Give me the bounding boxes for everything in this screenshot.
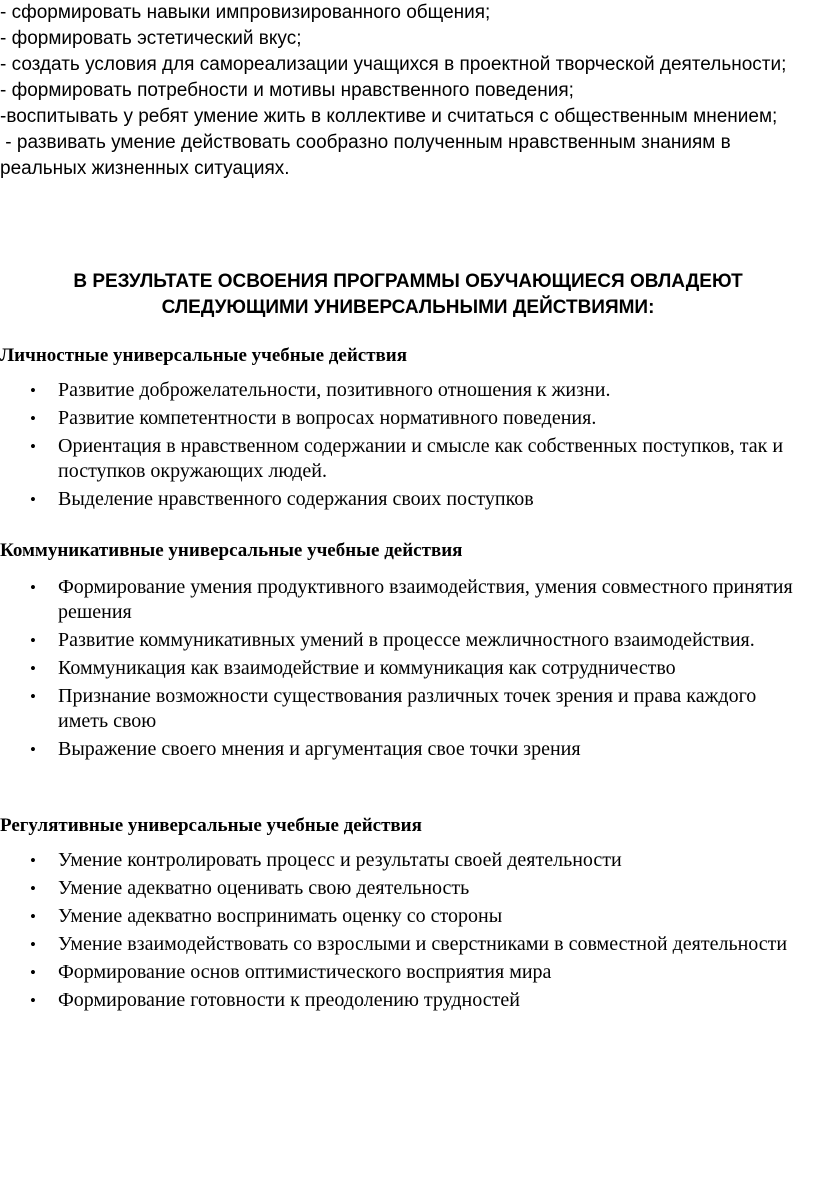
results-heading-line-1: В РЕЗУЛЬТАТЕ ОСВОЕНИЯ ПРОГРАММЫ ОБУЧАЮЩИЕСЯ ОВЛАДЕЮТ [73, 271, 743, 292]
intro-line: - создать условия для самореализации учащихся в проектной творческой деятельности; [0, 54, 787, 75]
results-heading-line-2: СЛЕДУЮЩИМИ УНИВЕРСАЛЬНЫМИ ДЕЙСТВИЯМИ: [161, 297, 655, 318]
list-item: • Развитие доброжелательности, позитивного отношения к жизни. [0, 378, 800, 403]
list-item: • Выделение нравственного содержания своих поступков [0, 487, 800, 512]
communicative-actions-list [0, 575, 800, 765]
list-item: • Умение контролировать процесс и результаты своей деятельности [0, 848, 800, 873]
personal-actions-list [0, 378, 800, 515]
list-item: • Умение адекватно воспринимать оценку со стороны [0, 904, 800, 929]
list-item: • Признание возможности существования различных точек зрения и права каждого иметь свою [0, 684, 800, 734]
list-item: • Коммуникация как взаимодействие и коммуникация как сотрудничество [0, 656, 800, 681]
list-item: • Формирование готовности к преодолению трудностей [0, 988, 800, 1013]
list-item: • Формирование основ оптимистического восприятия мира [0, 960, 800, 985]
results-heading [0, 269, 816, 321]
personal-section-title: Личностные универсальные учебные действия [0, 345, 408, 366]
list-item: • Выражение своего мнения и аргументация свое точки зрения [0, 737, 800, 762]
communicative-section-title: Коммуникативные универсальные учебные действия [0, 540, 463, 561]
list-item: • Ориентация в нравственном содержании и смысле как собственных поступков, так и поступков окружающих людей. [0, 434, 800, 484]
list-item: • Умение адекватно оценивать свою деятельность [0, 876, 800, 901]
list-item: • Умение взаимодействовать со взрослыми и сверстниками в совместной деятельности [0, 932, 800, 957]
list-item: • Развитие коммуникативных умений в процессе межличностного взаимодействия. [0, 628, 800, 653]
intro-line: - развивать умение действовать сообразно полученным нравственным знаниям в реальных жизненных ситуациях. [0, 132, 737, 179]
intro-line: -воспитывать у ребят умение жить в коллективе и считаться с общественным мнением; [0, 106, 778, 127]
intro-goals [0, 0, 810, 182]
regulatory-section-title: Регулятивные универсальные учебные действия [0, 815, 422, 836]
list-item: • Формирование умения продуктивного взаимодействия, умения совместного принятия решения [0, 575, 800, 625]
intro-line: - сформировать навыки импровизированного общения; [0, 2, 491, 23]
intro-line: - формировать эстетический вкус; [0, 28, 302, 49]
list-item: • Развитие компетентности в вопросах нормативного поведения. [0, 406, 800, 431]
regulatory-actions-list [0, 848, 800, 1016]
intro-line: - формировать потребности и мотивы нравственного поведения; [0, 80, 574, 101]
